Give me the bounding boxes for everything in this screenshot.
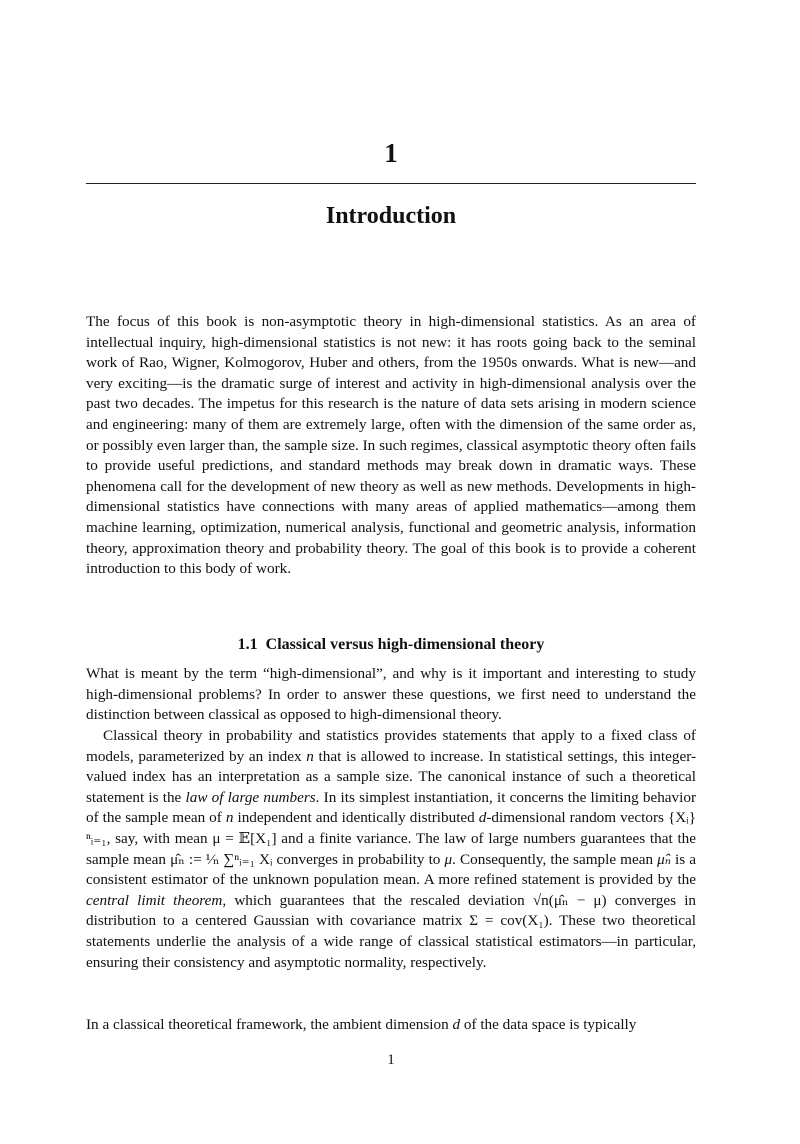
section-number: 1.1: [237, 636, 258, 653]
text-span: converges in distribution to a centered Gaussian with covariance matrix: [86, 891, 697, 930]
section-paragraph-3: [86, 1015, 696, 1036]
math-covariance: Σ = cov(X₁): [469, 912, 549, 930]
section-paragraph-2: [86, 726, 696, 973]
text-span: converges in probability to: [272, 850, 445, 868]
page-number: 1: [387, 1052, 395, 1068]
central-limit-theorem-term: central limit theorem: [86, 891, 223, 909]
math-mu: μ: [444, 850, 453, 868]
text-span: that is allowed to increase. In statistical settings, this integer-valued index has an interpretation as a sample size. The canonical instance of such a theoretical statement is the: [86, 747, 697, 806]
math-sample-mean: μ̂ₙ := ¹⁄ₙ ∑ⁿᵢ₌₁ Xᵢ: [170, 850, 273, 868]
math-variable: n: [225, 809, 234, 827]
math-random-vectors-set: {Xᵢ}ⁿᵢ₌₁: [86, 809, 697, 847]
text-span: In a classical theoretical framework, the ambient dimension: [86, 1016, 453, 1033]
text-span: of the data space is typically: [460, 1016, 637, 1033]
text-span: . These two theoretical statements underlie the analysis of a wide range of classical statistical estimators—in particular, ensuring their consistency and asymptotic normality, respectively.: [86, 912, 696, 971]
chapter-rule: [86, 183, 696, 184]
math-variable: d: [452, 1016, 461, 1033]
intro-paragraph: The focus of this book is non-asymptotic theory in high-dimensional statistics. As an area of intellectual inquiry, high-dimensional statistics is not new: it has roots going back to the seminal work of Rao, Wigner, Kolmogorov, Huber and others, from the 1950s onwards. What is new—and very exciting—is the dramatic surge of interest and activity in high-dimensional analysis over the past two decades. The impetus for this research is the nature of data sets arising in modern science and engineering: many of them are extremely large, often with the dimension of the same order as, or possibly even larger than, the sample size. In such regimes, classical asymptotic theory often fails to provide useful predictions, and standard methods may break down in dramatic ways. These phenomena call for the development of new theory as well as new methods. Developments in high-dimensional statistics have connections with many areas of applied mathematics—among them machine learning, optimization, numerical analysis, functional and geometric analysis, information theory, approximation theory and probability theory. The goal of this book is to provide a coherent introduction to this body of work.: [86, 313, 696, 578]
text-span: . In its simplest instantiation, it concerns the limiting behavior of the sample mean of: [86, 788, 696, 827]
math-mu-hat: μ̂ₙ: [657, 850, 671, 868]
math-variable: d: [478, 809, 487, 827]
text-span: -dimensional random vectors: [486, 809, 668, 827]
text-span: . Consequently, the sample mean: [452, 850, 658, 868]
chapter-number: 1: [384, 138, 398, 168]
math-variable: n: [306, 747, 314, 765]
text-span: , say, with mean: [106, 829, 213, 847]
math-rescaled-deviation: √n(μ̂ₙ − μ): [532, 891, 607, 909]
section-title: Classical versus high-dimensional theory: [265, 636, 545, 653]
math-mean-definition: μ = 𝔼[X₁]: [212, 829, 277, 847]
chapter-title: Introduction: [325, 203, 457, 229]
text-span: and a finite variance. The law of large numbers guarantees that the sample mean: [86, 829, 696, 868]
section-paragraph-1: What is meant by the term “high-dimensional”, and why is it important and interesting to study high-dimensional problems? In order to answer these questions, we first need to understand the distinction between classical as opposed to high-dimensional theory.: [86, 665, 696, 724]
text-span: , which guarantees that the rescaled deviation: [222, 891, 533, 909]
section-heading: [86, 634, 696, 656]
text-span: is a consistent estimator of the unknown population mean. A more refined statement is provided by the: [86, 850, 696, 889]
law-of-large-numbers-term: law of large numbers: [185, 788, 316, 806]
text-span: Classical theory in probability and statistics provides statements that apply to a fixed class of models, parameterized by an index: [86, 727, 696, 765]
text-span: independent and identically distributed: [233, 809, 479, 827]
